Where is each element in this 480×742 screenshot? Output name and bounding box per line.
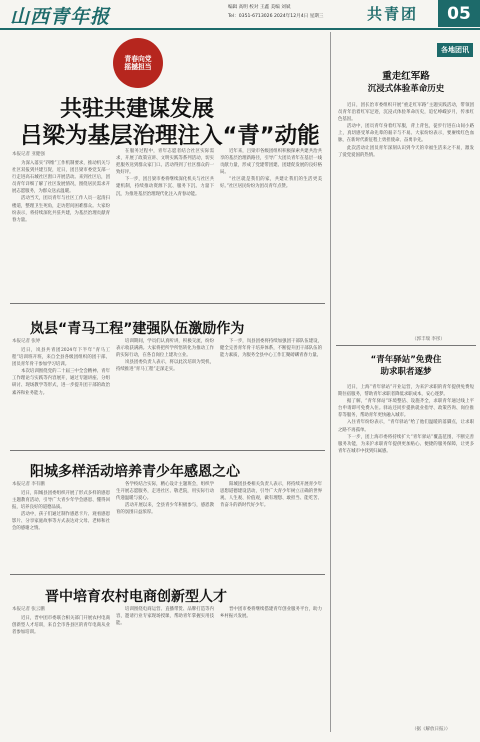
paragraph: 活动中，团员青年身着红军服，背上背包，徒步行进在山间小路上，真切感受革命先辈的艰辛与不易。大家纷纷表示，要赓续红色血脉，在新时代新征程上勇担使命、奋勇争先。: [338, 124, 474, 144]
section-rule: [10, 303, 325, 304]
newspaper-logo: 山西青年报: [10, 6, 111, 28]
paragraph: “社区就是我们的家，共建让我们的生活更美好。”社区居民纷纷为团员青年点赞。: [220, 177, 322, 190]
story4-col2: [116, 606, 214, 735]
story3-headline: 阳城多样活动培养青少年感恩之心: [30, 464, 240, 480]
side1-title-line1: 重走红军路: [382, 71, 430, 82]
main-byline: 本报记者 亚健强: [12, 152, 45, 157]
side2-body: [338, 384, 474, 722]
side1-body: [338, 102, 474, 332]
side1-title: [338, 70, 474, 95]
story2-col2: [116, 338, 214, 445]
paragraph: 晋中团市委将继续搭建青年创业服务平台，助力乡村振兴发展。: [220, 607, 322, 620]
paragraph: 入住青年纷纷表示，“青年驿站”给了他们温暖的落脚点，让求职之路不再孤单。: [338, 420, 474, 433]
main-story-col2: [116, 148, 214, 300]
paragraph: 在服务过程中，青年志愿者结合社区实际需求，开展了政策宣讲、文明实践等系列活动，切实把服务送到群众家门口。活动得到了社区群众的一致好评。: [116, 149, 214, 176]
column-badge: 各地团讯: [437, 43, 473, 57]
story3-byline: 本报记者 李有鹏: [12, 482, 45, 487]
main-story-col3: [220, 148, 322, 300]
paragraph: 近日，岚县共青团2024年下半年“青马工程”培训班开班，来自全县各级团组织的团干部、团员青年骨干参加学习培训。: [12, 348, 110, 368]
story4-byline: 本报记者 张云鹏: [12, 607, 45, 612]
section-rule: [336, 345, 476, 346]
paragraph: 据了解，“青年驿站”环境整洁、设施齐全，求职青年通过线上平台申请即可免费入住。驿站还同步提供就业指导、政策咨询、岗位推荐等服务，帮助青年更快融入城市。: [338, 399, 474, 419]
side2-title-line1: “青年驿站”免费住: [370, 355, 442, 365]
seal-line2: 摇撼担当: [124, 63, 152, 71]
story2-headline: 岚县“青马工程”建强队伍激励作为: [30, 321, 245, 337]
paragraph: 本次培训围绕党的二十届三中全会精神、青年工作理论与实践等内容展开，通过专题讲座、分组研讨、现场教学等形式，进一步提升团干部的政治素养和业务能力。: [12, 369, 110, 396]
section-rule: [10, 574, 325, 575]
story2-byline: 本报记者 张婷: [12, 339, 41, 344]
paragraph: 近日，团长治市委组织开展“重走红军路”主题实践活动，带领团员青年沿着红军足迹，沉浸式体验革命历史，追忆峥嵘岁月，传承红色基因。: [338, 103, 474, 123]
story4-headline: 晋中培育农村电商创新型人才: [45, 589, 227, 605]
story4-col3: [220, 606, 322, 735]
side1-title-line2: 沉浸式体验革命历史: [367, 84, 445, 94]
paragraph: 近日，上海“青年驿站”开业运营，为来沪求职的青年提供免费短期住宿服务，帮助青年求职者降低求职成本，安心逐梦。: [338, 385, 474, 398]
main-headline-1: 共驻共建谋发展: [60, 97, 215, 122]
story3-col3: [220, 481, 322, 568]
side2-title-line2: 助求职者逐梦: [380, 367, 432, 377]
paragraph: 下一步，团上海市委将持续扩大“青年驿站”覆盖范围，不断完善服务功能，为来沪求职青年提供更加贴心、便捷的服务保障，让更多青年在城市中找到归属感。: [338, 434, 474, 454]
paragraph: 下一步，岚县团委将持续加强团干部队伍建设，健全完善青年骨干培养体系，不断提升团干部队伍的能力素质，为服务全县中心工作汇聚磅礴青春力量。: [220, 339, 322, 359]
main-story-col1: [12, 160, 110, 300]
paragraph: 近日，晋中团市委联合相关部门开展农村电商创新型人才培训，来自全市各县区的青年电商从业者参加培训。: [12, 616, 110, 636]
seal-line1: 青春向党: [124, 54, 152, 63]
paragraph: 活动中，孩子们通过制作感恩卡片、观看感恩影片、分享家庭故事等方式表达对父母、老师和社会的感谢之情。: [12, 512, 110, 532]
story4-col1: [12, 615, 110, 735]
paragraph: 培训围绕电商运营、直播带货、品牌打造等内容，邀请行业专家现场授课，帮助青年掌握实用技能。: [116, 607, 214, 627]
contact-date-line: Tel：0351-6713026 2024年12月4日 星期三: [228, 14, 324, 19]
section-title: 共青团: [367, 5, 419, 23]
side2-byline: （据《解放日报》）: [412, 727, 451, 732]
page-number: 05: [438, 0, 480, 27]
paragraph: 此次活动让团员青年深刻认识到今天的幸福生活来之不易，激发了爱党爱国的热情。: [338, 145, 474, 158]
paragraph: 活动开展以来，全县青少年积极参与，感恩教育的氛围日益浓厚。: [116, 503, 214, 516]
main-headline-2: 吕梁为基层治理注入“青”动能: [20, 123, 320, 149]
story3-col2: [116, 481, 214, 568]
paragraph: 阳城团县委相关负责人表示，将持续开展青少年思想道德建设活动，引导广大青少年树立正确的世界观、人生观、价值观，做有理想、敢担当、能吃苦、肯奋斗的新时代好少年。: [220, 482, 322, 509]
paragraph: 下一步，团吕梁市委将继续深化机关与社区共建机制，持续推动资源下沉、服务下沉、力量下沉，为推进基层治理现代化注入青春动能。: [116, 177, 214, 197]
section-rule: [10, 450, 325, 451]
side1-byline: （郭丰瑞 李彤）: [412, 337, 445, 342]
paragraph: 为深入落实“四维”工作机制要求，推动机关与社区双报到共建互促，近日，团吕梁市委党支部一行走进高石城社区窗口开展活动。来到社区后，团员青年详细了解了社区发展情况，围绕居民需求开展志愿服务，为群众送去温暖。: [12, 161, 110, 195]
column-seal: [113, 38, 163, 88]
paragraph: 岚县团委负责人表示，将以此次培训为契机，持续推进“青马工程”走深走实。: [116, 360, 214, 373]
paragraph: 培训期间，学员们认真听讲，积极交流，纷纷表示收获满满。大家将把所学所悟转化为推动工作的实际行动，在各自岗位上建功立业。: [116, 339, 214, 359]
story3-col1: [12, 490, 110, 568]
editor-credits: 编辑 高明 校对 王鑫 美编 刘斌: [228, 5, 291, 10]
paragraph: 近日，阳城县团委组织开展了形式多样的感恩主题教育活动，引导广大青少年学会感恩、懂得回报，培养良好的道德品质。: [12, 491, 110, 511]
masthead-rule: [0, 28, 480, 30]
side2-title: [338, 354, 474, 378]
story2-col3: [220, 338, 322, 445]
paragraph: 近年来，吕梁市各级团组织积极探索共建共治共享的基层治理新路径，引导广大团员青年在基层一线贡献力量，形成了党建带团建、团建促发展的良好格局。: [220, 149, 322, 176]
column-divider: [330, 32, 331, 732]
story2-col1: [12, 347, 110, 445]
paragraph: 各学校结合实际，精心设计主题班会，组织学生开展志愿服务，走进社区、敬老院，用实际行动传递温暖与爱心。: [116, 482, 214, 502]
paragraph: 活动当天，团员青年与社区工作人员一起清扫楼道，整理卫生死角，走访慰问困难群众。大家纷纷表示，将持续深化共驻共建，为基层治理贡献青春力量。: [12, 196, 110, 223]
